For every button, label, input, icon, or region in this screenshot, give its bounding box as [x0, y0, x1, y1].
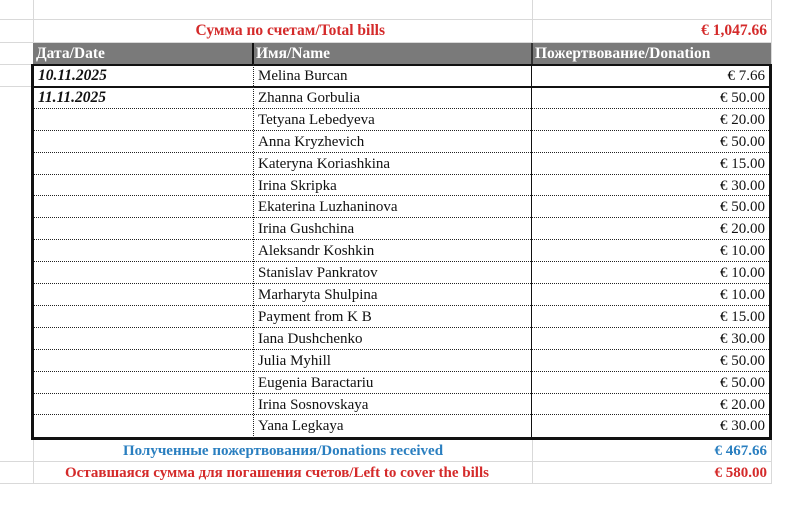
- gridline: [0, 64, 33, 65]
- cell-name[interactable]: Tetyana Lebedyeva: [258, 112, 375, 128]
- table-border-top: [31, 64, 772, 66]
- cell-name[interactable]: Payment from K B: [258, 309, 372, 325]
- cell-name[interactable]: Eugenia Baractariu: [258, 375, 374, 391]
- cell-name[interactable]: Ekaterina Luzhaninova: [258, 199, 398, 215]
- total-bills-value: € 1,047.66: [701, 22, 767, 39]
- cell-name[interactable]: Zhanna Gorbulia: [258, 90, 361, 106]
- left-to-cover-value: € 580.00: [714, 465, 767, 481]
- cell-donation[interactable]: € 15.00: [720, 156, 765, 172]
- header-date[interactable]: Дата/Date: [33, 43, 253, 64]
- table-border-left: [31, 64, 34, 440]
- donations-received-label: Полученные пожертвования/Donations received: [122, 443, 444, 459]
- cell-name[interactable]: Iana Dushchenko: [258, 331, 363, 347]
- gridline: [0, 86, 33, 87]
- cell-name[interactable]: Marharyta Shulpina: [258, 287, 378, 303]
- cell-date[interactable]: [34, 262, 252, 284]
- cell-donation[interactable]: € 20.00: [720, 397, 765, 413]
- cell-name[interactable]: Irina Sosnovskaya: [258, 397, 369, 413]
- table-border-group: [31, 86, 772, 88]
- cell-date[interactable]: [34, 415, 252, 437]
- cell-date[interactable]: [34, 328, 252, 350]
- cell-name[interactable]: Irina Skripka: [258, 178, 337, 194]
- cell-donation[interactable]: € 50.00: [720, 375, 765, 391]
- cell-donation[interactable]: € 50.00: [720, 353, 765, 369]
- cell-date[interactable]: [34, 394, 252, 416]
- cell-date[interactable]: 10.11.2025: [38, 67, 107, 84]
- cell-date[interactable]: [34, 218, 252, 240]
- cell-donation[interactable]: € 15.00: [720, 309, 765, 325]
- header-divider: [531, 43, 533, 64]
- cell-date[interactable]: [34, 350, 252, 372]
- table-border-right: [769, 64, 772, 440]
- cell-donation[interactable]: € 50.00: [720, 134, 765, 150]
- cell-date[interactable]: [34, 372, 252, 394]
- col-border-name: [253, 64, 254, 438]
- cell-name[interactable]: Anna Kryzhevich: [258, 134, 365, 150]
- cell-date[interactable]: [34, 131, 252, 153]
- col-border-amount: [531, 64, 532, 438]
- cell-name[interactable]: Kateryna Koriashkina: [258, 156, 391, 172]
- cell-name[interactable]: Julia Myhill: [258, 353, 331, 369]
- cell-name[interactable]: Melina Burcan: [258, 68, 348, 84]
- cell-name[interactable]: Aleksandr Koshkin: [258, 243, 375, 259]
- cell-date[interactable]: [34, 196, 252, 218]
- cell-name[interactable]: Stanislav Pankratov: [258, 265, 378, 281]
- cell-date[interactable]: [34, 175, 252, 197]
- cell-date[interactable]: [34, 240, 252, 262]
- cell-date[interactable]: [34, 284, 252, 306]
- donations-received-value: € 467.66: [714, 443, 767, 459]
- cell-donation[interactable]: € 20.00: [720, 112, 765, 128]
- cell-date[interactable]: [34, 109, 252, 131]
- cell-date[interactable]: [34, 153, 252, 175]
- cell-donation[interactable]: € 30.00: [720, 418, 765, 434]
- cell-donation[interactable]: € 10.00: [720, 265, 765, 281]
- cell-donation[interactable]: € 10.00: [720, 287, 765, 303]
- cell-donation[interactable]: € 30.00: [720, 331, 765, 347]
- cell-name[interactable]: Yana Legkaya: [258, 418, 344, 434]
- cell-donation[interactable]: € 10.00: [720, 243, 765, 259]
- header-name[interactable]: Имя/Name: [253, 43, 532, 64]
- cell-date[interactable]: [34, 306, 252, 328]
- total-bills-label: Сумма по счетам/Total bills: [195, 22, 385, 39]
- cell-donation[interactable]: € 7.66: [727, 68, 765, 84]
- cell-date[interactable]: 11.11.2025: [38, 89, 107, 106]
- cell-donation[interactable]: € 50.00: [720, 199, 765, 215]
- cell-donation[interactable]: € 30.00: [720, 178, 765, 194]
- header-divider: [252, 43, 254, 64]
- cell-donation[interactable]: € 20.00: [720, 221, 765, 237]
- cell-donation[interactable]: € 50.00: [720, 90, 765, 106]
- header-donation[interactable]: Пожертвование/Donation: [532, 43, 771, 64]
- cell-name[interactable]: Irina Gushchina: [258, 221, 355, 237]
- left-to-cover-label: Оставшаяся сумма для погашения счетов/Left to cover the bills: [65, 465, 489, 481]
